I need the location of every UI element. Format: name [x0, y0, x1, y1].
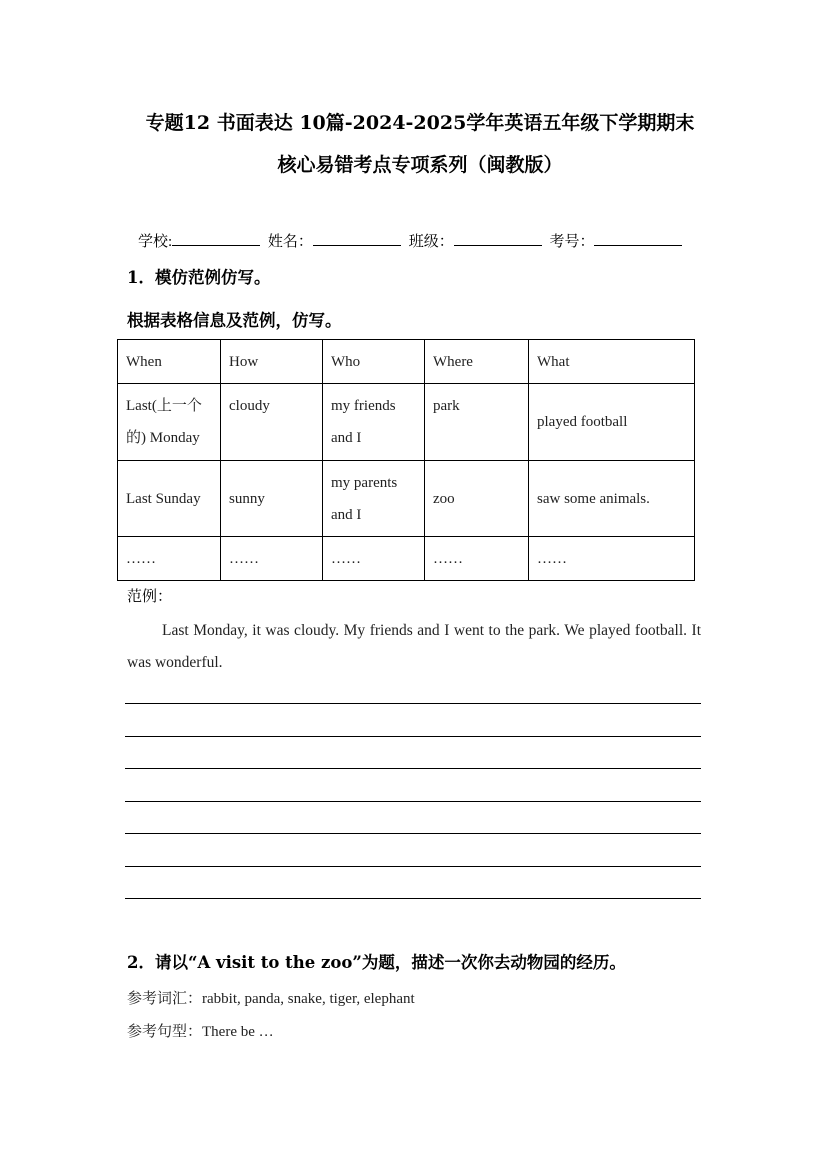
writing-line[interactable]	[125, 768, 701, 769]
writing-line[interactable]	[125, 898, 701, 899]
question-1-instruction: 根据表格信息及范例，仿写。	[127, 311, 342, 330]
table-cell: ……	[425, 537, 529, 581]
header-when: When	[118, 340, 221, 384]
writing-line[interactable]	[125, 833, 701, 834]
question-2-heading: 2．请以“A visit to the zoo”为题，描述一次你去动物园的经历。	[127, 953, 626, 972]
table-cell: my friends and I	[323, 384, 425, 461]
table-cell: ……	[323, 537, 425, 581]
info-table	[117, 339, 695, 581]
writing-line[interactable]	[125, 703, 701, 704]
table-cell: park	[425, 384, 529, 461]
table-row	[118, 537, 695, 581]
table-row	[118, 461, 695, 537]
table-cell: ……	[221, 537, 323, 581]
table-cell: saw some animals.	[529, 461, 695, 537]
table-cell: Last Sunday	[118, 461, 221, 537]
question-1-heading: 1．模仿范例仿写。	[127, 268, 271, 287]
table-cell: zoo	[425, 461, 529, 537]
table-cell: ……	[118, 537, 221, 581]
class-label: 班级：	[408, 234, 454, 250]
example-paragraph: Last Monday, it was cloudy. My friends and I went to the park. We played football. It was wonderful.	[127, 622, 701, 671]
header-how: How	[221, 340, 323, 384]
header-who: Who	[323, 340, 425, 384]
writing-line[interactable]	[125, 801, 701, 802]
exam-number-label: 考号：	[549, 234, 595, 250]
writing-line[interactable]	[125, 866, 701, 867]
header-what: What	[529, 340, 695, 384]
writing-line[interactable]	[125, 736, 701, 737]
reference-vocabulary: 参考词汇：rabbit, panda, snake, tiger, elephant	[127, 991, 415, 1007]
name-blank[interactable]	[313, 231, 401, 246]
document-title-line-1: 专题12 书面表达 10篇-2024-2025学年英语五年级下学期期末	[145, 112, 695, 134]
table-header-row	[118, 340, 695, 384]
document-title-line-2: 核心易错考点专项系列（闽教版）	[277, 154, 563, 176]
table-row	[118, 384, 695, 461]
table-cell: cloudy	[221, 384, 323, 461]
table-cell: my parents and I	[323, 461, 425, 537]
table-cell: played football	[529, 384, 695, 461]
reference-sentence-pattern: 参考句型：There be …	[127, 1024, 274, 1040]
school-blank[interactable]	[172, 231, 260, 246]
table-cell: Last(上一个的) Monday	[118, 384, 221, 461]
table-cell: sunny	[221, 461, 323, 537]
exam-number-blank[interactable]	[594, 231, 682, 246]
school-label: 学校:	[138, 234, 173, 250]
name-label: 姓名：	[267, 234, 313, 250]
header-where: Where	[425, 340, 529, 384]
example-label: 范例：	[127, 589, 173, 605]
class-blank[interactable]	[454, 231, 542, 246]
student-info-row	[138, 230, 686, 251]
table-cell: ……	[529, 537, 695, 581]
